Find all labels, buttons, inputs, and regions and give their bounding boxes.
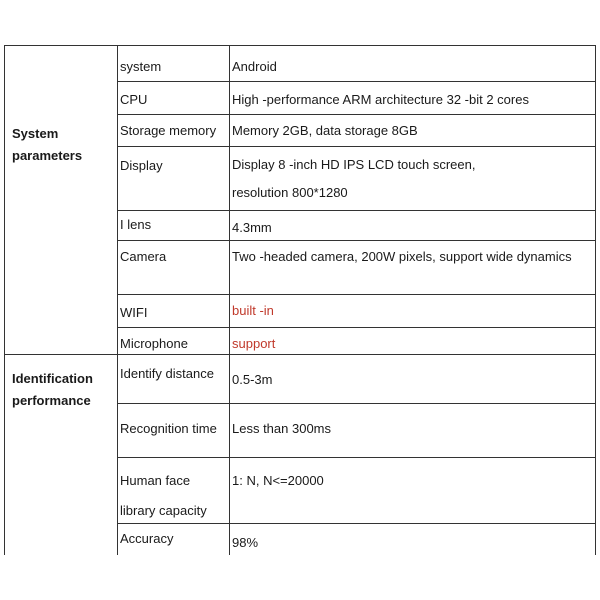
row-label-face-library-line1: Human face — [120, 473, 191, 488]
group-heading-identification-performance — [12, 368, 93, 412]
row-label-storage-memory: Storage memory — [120, 123, 217, 138]
row-label-face-library-line2: library capacity — [120, 503, 207, 518]
row-divider — [117, 457, 596, 458]
group-heading-system-parameters — [12, 123, 82, 167]
row-value-lens: 4.3mm — [232, 220, 272, 235]
table-border-right — [595, 45, 596, 555]
row-divider — [117, 294, 596, 295]
row-value-camera: Two -headed camera, 200W pixels, support wide dynamics — [232, 249, 572, 264]
row-value-recognition-time: Less than 300ms — [232, 421, 332, 436]
row-divider — [117, 81, 596, 82]
row-value-wifi: built -in — [232, 303, 274, 318]
row-label-recognition-time: Recognition time — [120, 421, 217, 436]
group-divider — [4, 354, 596, 355]
group-heading-line: System — [12, 126, 59, 141]
group-heading-line: Identification — [12, 371, 93, 386]
row-divider — [117, 210, 596, 211]
row-label-identify-distance: Identify distance — [120, 366, 214, 381]
row-label-display: Display — [120, 158, 163, 173]
row-value-display-line1: Display 8 -inch HD IPS LCD touch screen, — [232, 157, 476, 172]
group-heading-line: performance — [12, 393, 91, 408]
row-label-accuracy: Accuracy — [120, 531, 174, 546]
row-value-system: Android — [232, 59, 277, 74]
row-divider — [117, 240, 596, 241]
row-value-identify-distance: 0.5-3m — [232, 372, 273, 387]
row-value-display-line2: resolution 800*1280 — [232, 185, 348, 200]
column-divider — [229, 45, 230, 555]
row-divider — [117, 403, 596, 404]
row-value-accuracy: 98% — [232, 535, 259, 550]
row-label-lens: I lens — [120, 217, 152, 232]
row-label-system: system — [120, 59, 162, 74]
table-border-top — [4, 45, 596, 46]
table-border-left — [4, 45, 5, 555]
row-label-microphone: Microphone — [120, 336, 188, 351]
group-heading-line: parameters — [12, 148, 83, 163]
row-divider — [117, 327, 596, 328]
row-divider — [117, 146, 596, 147]
row-divider — [117, 114, 596, 115]
row-value-cpu: High -performance ARM architecture 32 -bit 2 cores — [232, 92, 529, 107]
column-divider — [117, 45, 118, 555]
row-divider — [117, 523, 596, 524]
row-value-microphone: support — [232, 336, 276, 351]
row-label-camera: Camera — [120, 249, 167, 264]
row-value-face-library: 1: N, N<=20000 — [232, 473, 324, 488]
row-value-storage-memory: Memory 2GB, data storage 8GB — [232, 123, 418, 138]
row-label-wifi: WIFI — [120, 305, 148, 320]
row-label-cpu: CPU — [120, 92, 148, 107]
